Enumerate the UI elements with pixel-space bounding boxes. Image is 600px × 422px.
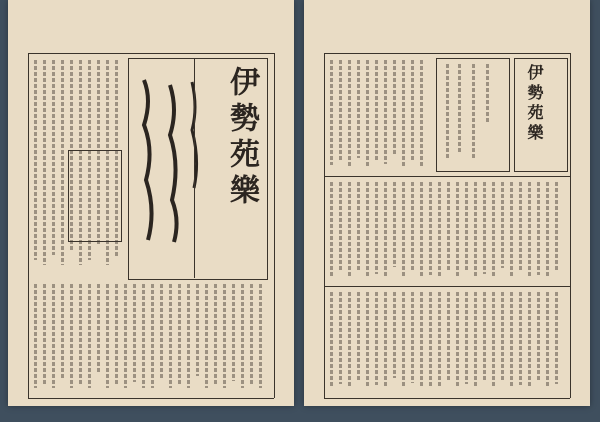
page-border-left — [324, 53, 325, 398]
header-rule — [324, 53, 570, 54]
masthead-divider — [194, 58, 195, 278]
header-rule — [28, 53, 274, 54]
footer-rule — [28, 398, 274, 399]
column-text-top-left — [328, 60, 432, 170]
masthead-title: 伊勢苑樂 — [525, 64, 544, 144]
right-page — [304, 0, 590, 406]
page-border-left — [28, 53, 29, 398]
section-rule — [324, 286, 570, 287]
masthead-title: 伊勢苑樂 — [224, 66, 259, 210]
column-text-bottom — [328, 292, 566, 392]
illustration-box — [68, 150, 122, 242]
column-text-bottom — [32, 284, 270, 392]
column-text-middle — [328, 182, 566, 282]
page-border-right — [274, 53, 275, 398]
page-border-right — [570, 53, 571, 398]
footer-rule — [324, 398, 570, 399]
subheading-text — [440, 64, 504, 164]
left-page — [8, 0, 294, 406]
section-rule — [324, 176, 570, 177]
